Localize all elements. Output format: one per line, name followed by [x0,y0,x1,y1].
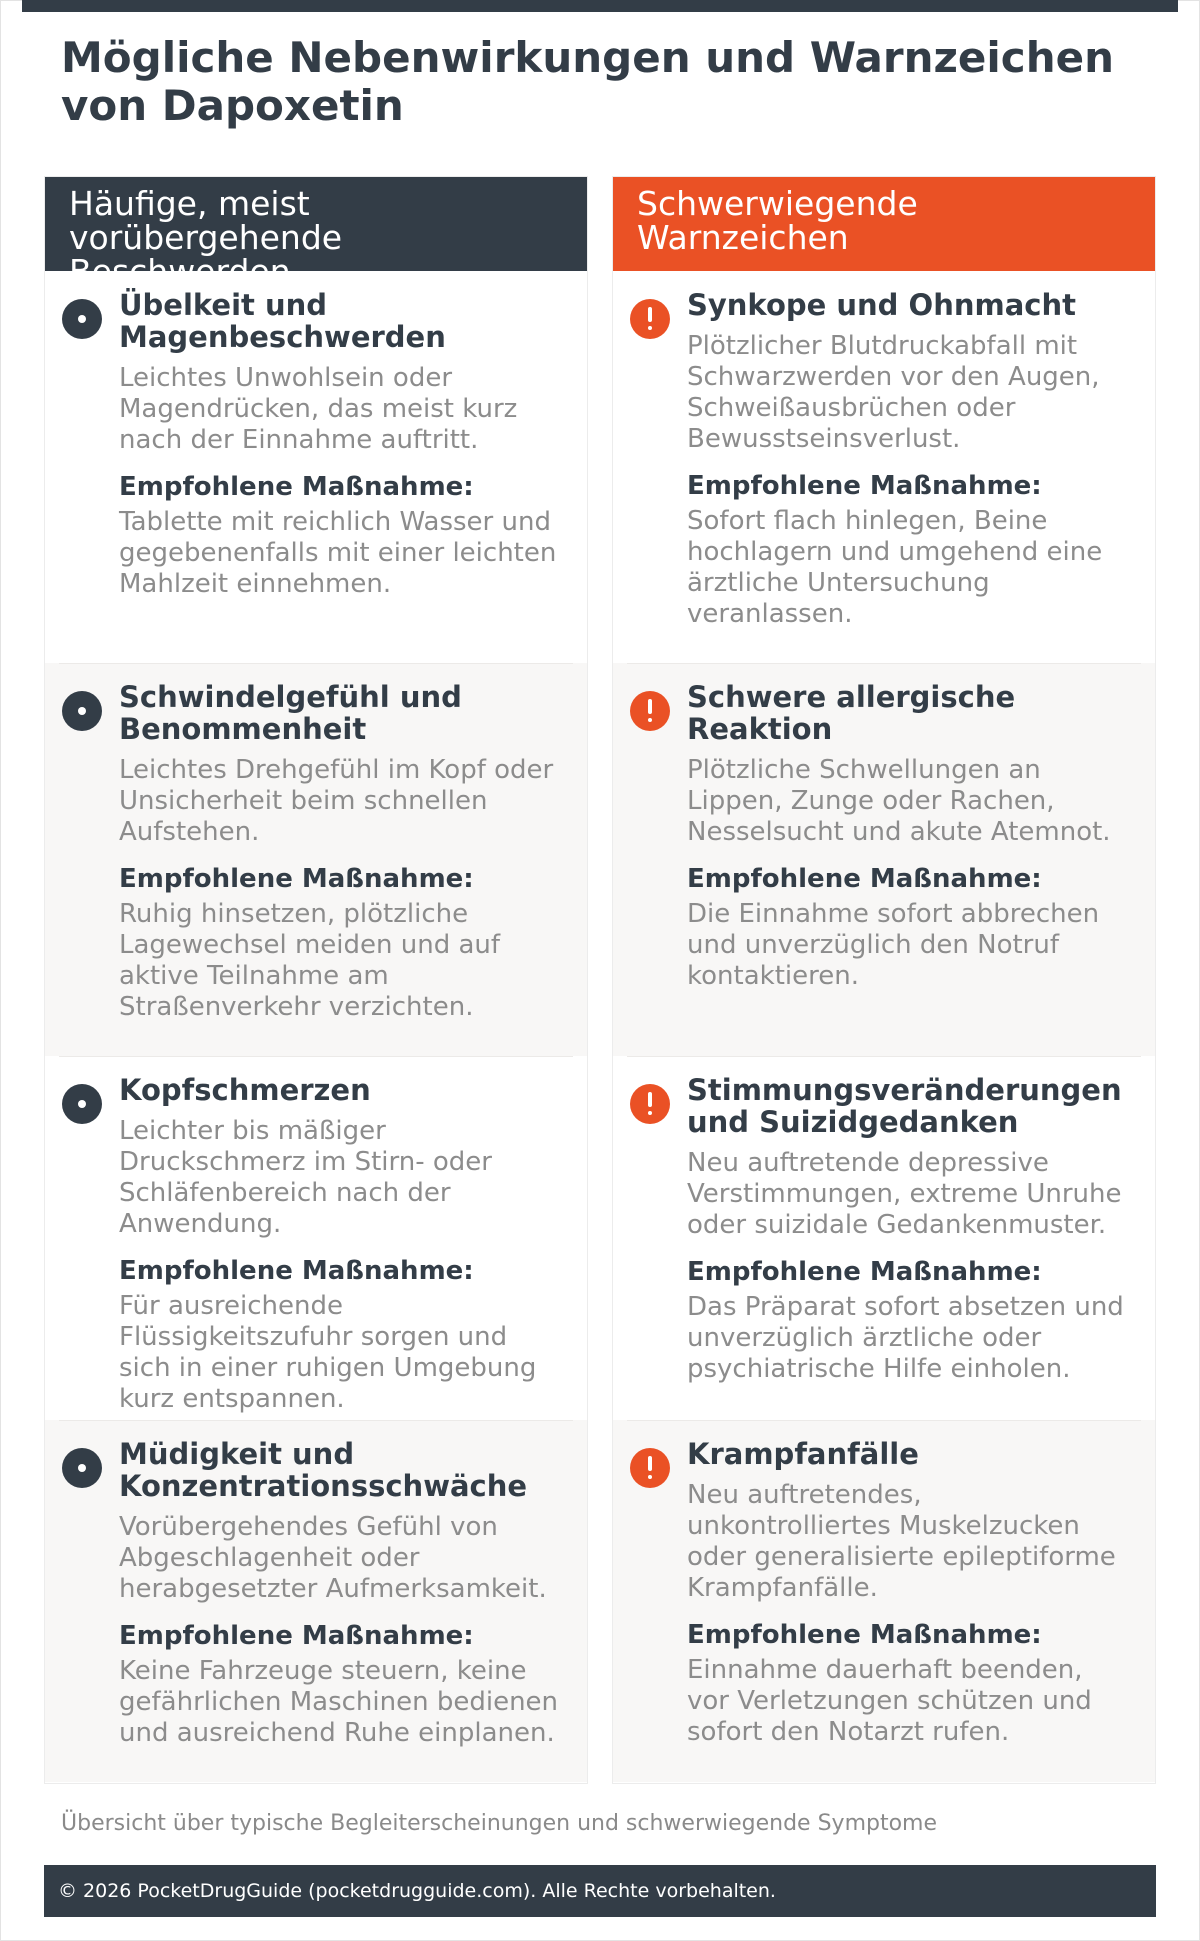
warning-item [613,1056,1155,1420]
recommended-action-text: Einnahme dauerhaft beenden, vor Verletzungen schützen und sofort den Notarzt rufen. [687,1655,1092,1747]
alert-circle-icon [630,1448,670,1488]
warning-title: Stimmungsveränderungen und Suizidgedanken [687,1073,1122,1139]
recommended-action-label: Empfohlene Maßnahme: [687,1620,1042,1650]
alert-circle-icon [630,691,670,731]
serious-warnings-column [612,176,1156,1784]
side-effect-item [45,663,587,1056]
side-effect-description: Leichtes Drehgefühl im Kopf oder Unsicherheit beim schnellen Aufstehen. [119,755,554,847]
item-divider [59,1420,573,1421]
recommended-action-text: Sofort flach hinlegen, Beine hochlagern und umgehend eine ärztliche Untersuchung veranlassen. [687,506,1103,629]
item-divider [59,1056,573,1057]
warning-title: Schwere allergische Reaktion [687,680,1016,746]
side-effect-description: Vorübergehendes Gefühl von Abgeschlagenheit oder herabgesetzter Aufmerksamkeit. [119,1512,547,1604]
alert-circle-icon [630,299,670,339]
recommended-action-text: Ruhig hinsetzen, plötzliche Lagewechsel meiden und auf aktive Teilnahme am Straßenverkehr verzichten. [119,899,501,1022]
alert-circle-icon [630,1084,670,1124]
recommended-action-text: Keine Fahrzeuge steuern, keine gefährlichen Maschinen bedienen und ausreichend Ruhe einplanen. [119,1656,559,1748]
side-effect-title: Kopfschmerzen [119,1073,371,1107]
serious-warnings-header: Schwerwiegende Warnzeichen [613,177,1155,271]
recommended-action-text: Für ausreichende Flüssigkeitszufuhr sorgen und sich in einer ruhigen Umgebung kurz entspannen. [119,1291,537,1414]
recommended-action-label: Empfohlene Maßnahme: [687,1257,1042,1287]
warning-item [613,663,1155,1056]
recommended-action-label: Empfohlene Maßnahme: [119,864,474,894]
warning-description: Plötzlicher Blutdruckabfall mit Schwarzwerden vor den Augen, Schweißausbrüchen oder Bewusstseinsverlust. [687,331,1100,454]
side-effect-description: Leichtes Unwohlsein oder Magendrücken, das meist kurz nach der Einnahme auftritt. [119,363,518,455]
item-divider [627,663,1141,664]
side-effect-item [45,1420,587,1782]
page-title: Mögliche Nebenwirkungen und Warnzeichen von Dapoxetin [61,33,1114,130]
recommended-action-label: Empfohlene Maßnahme: [119,472,474,502]
top-accent-bar [22,0,1178,12]
side-effect-title: Übelkeit und Magenbeschwerden [119,288,446,354]
side-effect-description: Leichter bis mäßiger Druckschmerz im Stirn- oder Schläfenbereich nach der Anwendung. [119,1116,492,1239]
item-divider [627,1420,1141,1421]
warning-description: Neu auftretende depressive Verstimmungen, extreme Unruhe oder suizidale Gedankenmuster. [687,1148,1122,1240]
warning-description: Neu auftretendes, unkontrolliertes Muskelzucken oder generalisierte epileptiforme Krampfanfälle. [687,1480,1116,1603]
side-effect-title: Schwindelgefühl und Benommenheit [119,680,462,746]
copyright-footer: © 2026 PocketDrugGuide (pocketdrugguide.com). Alle Rechte vorbehalten. [44,1865,1156,1917]
warning-item [613,271,1155,663]
figure-caption: Übersicht über typische Begleiterscheinungen und schwerwiegende Symptome [61,1811,938,1836]
warning-title: Synkope und Ohnmacht [687,288,1076,322]
bullet-circle-icon [62,691,102,731]
bullet-circle-icon [62,1084,102,1124]
recommended-action-label: Empfohlene Maßnahme: [687,864,1042,894]
recommended-action-label: Empfohlene Maßnahme: [687,471,1042,501]
recommended-action-label: Empfohlene Maßnahme: [119,1621,474,1651]
recommended-action-text: Die Einnahme sofort abbrechen und unverzüglich den Notruf kontaktieren. [687,899,1100,991]
warning-title: Krampfanfälle [687,1437,919,1471]
side-effect-title: Müdigkeit und Konzentrationsschwäche [119,1437,528,1503]
common-side-effects-column [44,176,588,1784]
side-effect-item [45,1056,587,1420]
recommended-action-text: Das Präparat sofort absetzen und unverzüglich ärztliche oder psychiatrische Hilfe einholen. [687,1292,1124,1384]
recommended-action-label: Empfohlene Maßnahme: [119,1256,474,1286]
item-divider [59,663,573,664]
warning-description: Plötzliche Schwellungen an Lippen, Zunge oder Rachen, Nesselsucht und akute Atemnot. [687,755,1111,847]
warning-item [613,1420,1155,1782]
bullet-circle-icon [62,1448,102,1488]
recommended-action-text: Tablette mit reichlich Wasser und gegebenenfalls mit einer leichten Mahlzeit einnehmen. [119,507,557,599]
common-side-effects-header: Häufige, meist vorübergehende Beschwerden [45,177,587,271]
bullet-circle-icon [62,299,102,339]
item-divider [627,1056,1141,1057]
side-effect-item [45,271,587,663]
